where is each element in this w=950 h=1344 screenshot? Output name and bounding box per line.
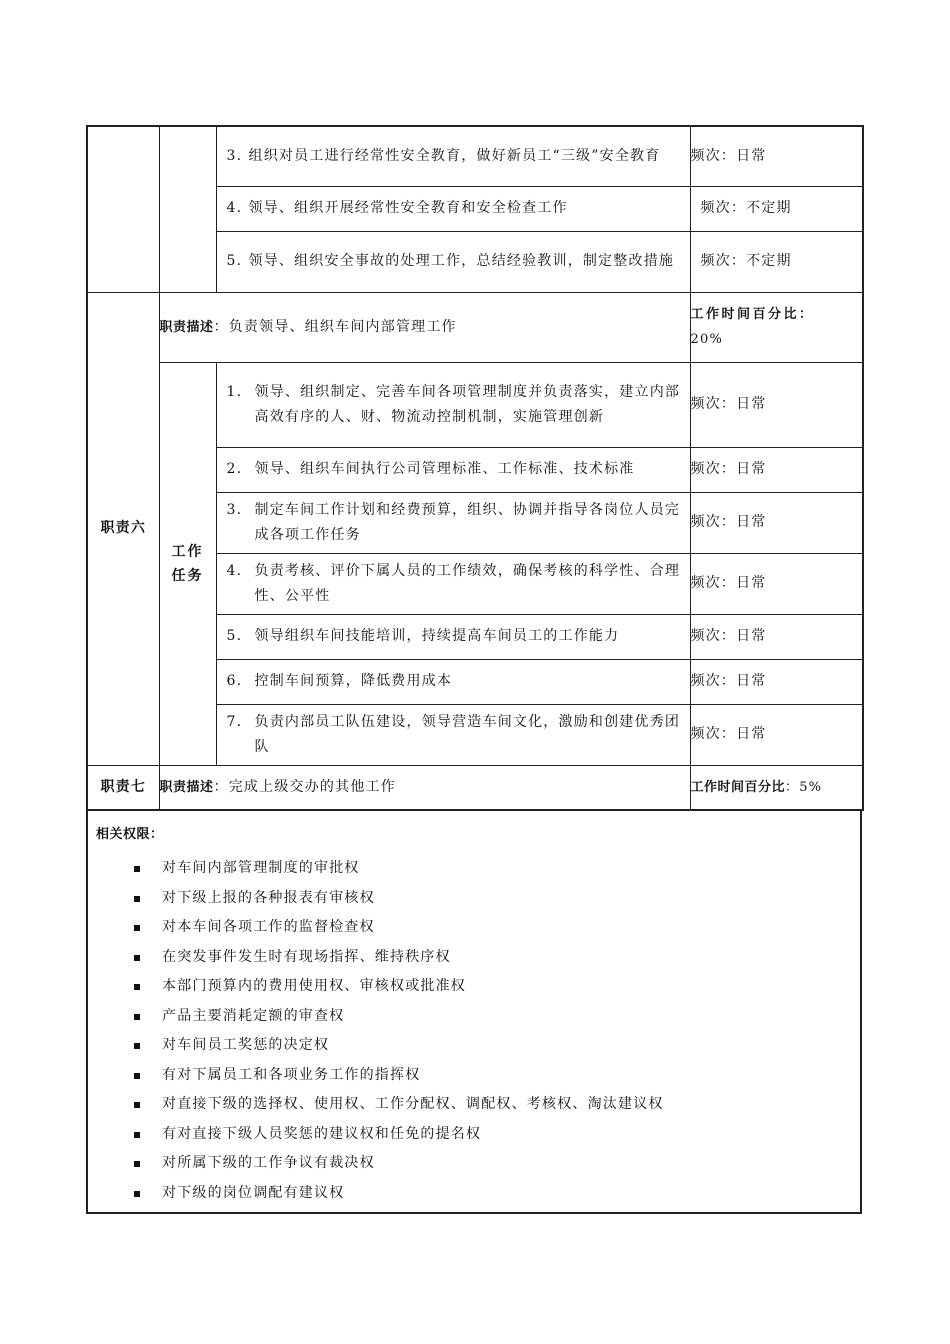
task-cell <box>216 614 690 659</box>
frequency-cell: 频次：日常 <box>690 447 863 492</box>
square-bullet-icon <box>134 955 140 961</box>
task-text: 制定车间工作计划和经费预算，组织、协调并指导各岗位人员完成各项工作任务 <box>254 501 681 543</box>
frequency-cell: 频次：日常 <box>690 553 863 614</box>
rights-title: 相关权限： <box>96 827 164 842</box>
frequency-cell: 频次：日常 <box>690 362 863 447</box>
frequency-cell: 频次：日常 <box>690 659 863 704</box>
time-percentage-value: ：5% <box>785 779 823 795</box>
time-percentage-label: 工作时间百分比： <box>690 307 815 322</box>
duty-six-label: 职责六 <box>87 292 159 765</box>
task-number: 4. <box>226 200 243 216</box>
table-row <box>87 765 863 810</box>
task-cell <box>216 447 690 492</box>
table-row <box>87 362 863 447</box>
frequency-cell: 频次：日常 <box>690 126 863 186</box>
task-cell <box>216 231 690 292</box>
square-bullet-icon <box>134 896 140 902</box>
task-text: 领导、组织安全事故的处理工作，总结经验教训，制定整改措施 <box>248 253 675 269</box>
table-row <box>87 292 863 362</box>
task-number: 1. <box>226 383 243 400</box>
task-number: 2. <box>226 461 243 477</box>
list-item: 对车间内部管理制度的审批权 <box>134 854 852 884</box>
duty-label-cell <box>87 126 159 292</box>
frequency-cell: 频次：日常 <box>690 492 863 553</box>
list-item: 在突发事件发生时有现场指挥、维持秩序权 <box>134 943 852 973</box>
task-number: 5. <box>226 628 243 644</box>
table-row <box>87 126 863 186</box>
frequency-cell: 频次：不定期 <box>690 186 863 231</box>
list-item: 产品主要消耗定额的审查权 <box>134 1002 852 1032</box>
frequency-cell: 频次：日常 <box>690 614 863 659</box>
square-bullet-icon <box>134 1014 140 1020</box>
task-number: 5. <box>226 253 243 269</box>
task-text: 负责内部员工队伍建设，领导营造车间文化，激励和创建优秀团队 <box>254 713 681 755</box>
duty-six-description <box>159 292 690 362</box>
duties-table <box>86 125 864 811</box>
task-text: 领导、组织制定、完善车间各项管理制度并负责落实，建立内部高效有序的人、财、物流动控制机制，实施管理创新 <box>254 383 681 425</box>
square-bullet-icon <box>134 1161 140 1167</box>
task-number: 7. <box>226 713 243 730</box>
list-item: 对下级上报的各种报表有审核权 <box>134 884 852 914</box>
square-bullet-icon <box>134 1043 140 1049</box>
task-number: 3. <box>226 147 243 164</box>
task-label-cell <box>159 126 216 292</box>
square-bullet-icon <box>134 1073 140 1079</box>
list-item: 对车间员工奖惩的决定权 <box>134 1031 852 1061</box>
duty-seven-description <box>159 765 690 810</box>
task-cell <box>216 492 690 553</box>
work-tasks-label: 工作任务 <box>159 362 216 765</box>
frequency-cell: 频次：不定期 <box>690 231 863 292</box>
time-percentage-cell <box>690 765 863 810</box>
related-rights-section <box>86 811 862 1214</box>
list-item: 对所属下级的工作争议有裁决权 <box>134 1149 852 1179</box>
square-bullet-icon <box>134 1102 140 1108</box>
task-number: 4. <box>226 562 243 579</box>
list-item: 对下级的岗位调配有建议权 <box>134 1179 852 1209</box>
job-description-document <box>86 125 862 1214</box>
square-bullet-icon <box>134 984 140 990</box>
task-cell <box>216 659 690 704</box>
task-cell <box>216 553 690 614</box>
task-text: 领导、组织车间执行公司管理标准、工作标准、技术标准 <box>254 461 635 477</box>
task-text: 组织对员工进行经常性安全教育，做好新员工“三级”安全教育 <box>248 147 661 164</box>
task-number: 6. <box>226 673 243 689</box>
task-cell <box>216 186 690 231</box>
description-text: ：负责领导、组织车间内部管理工作 <box>213 318 457 335</box>
time-percentage-cell <box>690 292 863 362</box>
square-bullet-icon <box>134 1132 140 1138</box>
rights-list <box>96 854 852 1208</box>
description-text: ：完成上级交办的其他工作 <box>213 778 396 795</box>
list-item: 对本车间各项工作的监督检查权 <box>134 913 852 943</box>
duty-seven-label: 职责七 <box>87 765 159 810</box>
description-label: 职责描述 <box>159 319 214 335</box>
task-text: 领导组织车间技能培训，持续提高车间员工的工作能力 <box>254 628 620 644</box>
list-item: 对直接下级的选择权、使用权、工作分配权、调配权、考核权、淘汰建议权 <box>134 1090 852 1120</box>
task-cell <box>216 704 690 765</box>
list-item: 有对下属员工和各项业务工作的指挥权 <box>134 1061 852 1091</box>
time-percentage-label: 工作时间百分比 <box>690 779 786 795</box>
square-bullet-icon <box>134 866 140 872</box>
square-bullet-icon <box>134 1191 140 1197</box>
task-number: 3. <box>226 501 243 518</box>
list-item: 有对直接下级人员奖惩的建议权和任免的提名权 <box>134 1120 852 1150</box>
task-text: 负责考核、评价下属人员的工作绩效，确保考核的科学性、合理性、公平性 <box>254 562 681 604</box>
task-text: 控制车间预算，降低费用成本 <box>254 673 453 689</box>
frequency-cell: 频次：日常 <box>690 704 863 765</box>
description-label: 职责描述 <box>159 779 214 795</box>
list-item: 本部门预算内的费用使用权、审核权或批准权 <box>134 972 852 1002</box>
task-cell <box>216 126 690 186</box>
time-percentage-value: 20% <box>690 332 723 347</box>
task-text: 领导、组织开展经常性安全教育和安全检查工作 <box>248 200 568 216</box>
square-bullet-icon <box>134 925 140 931</box>
task-cell <box>216 362 690 447</box>
